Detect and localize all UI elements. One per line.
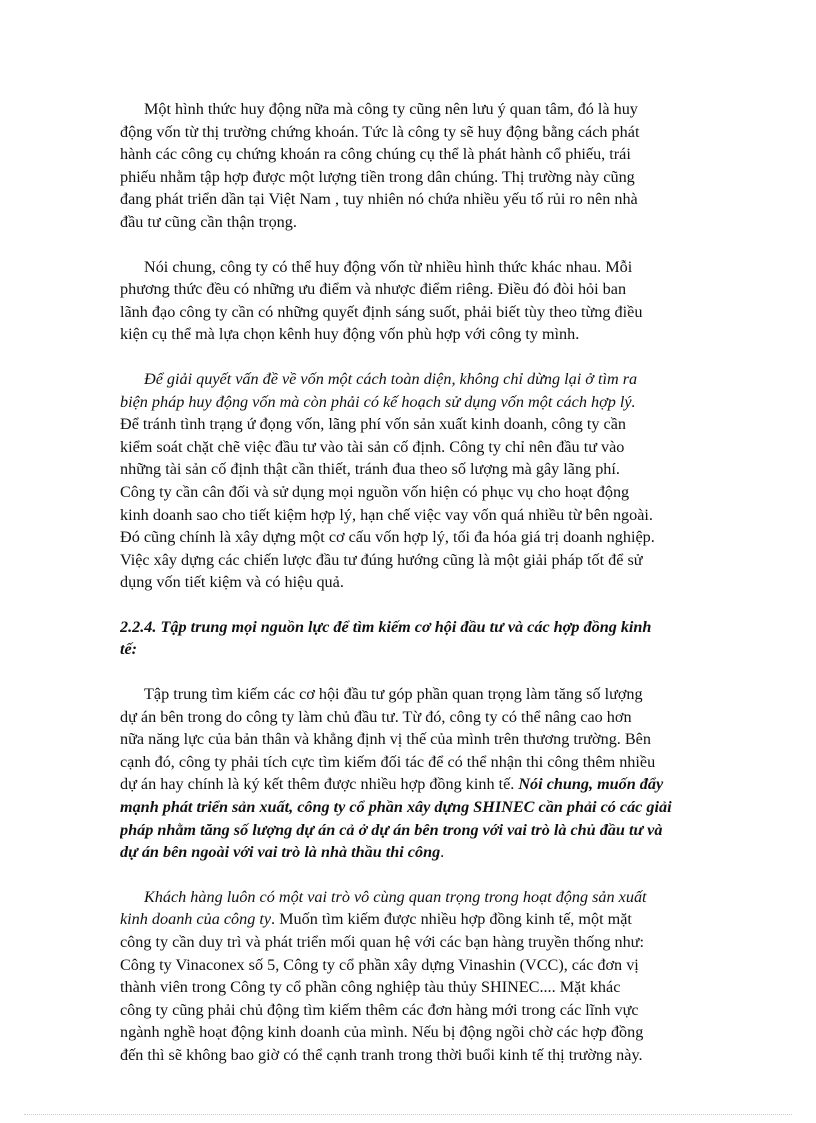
text-line: Một hình thức huy động nữa mà công ty cũng nên lưu ý quan tâm, đó là huy (144, 100, 638, 118)
text-line: đến thì sẽ không bao giờ có thể cạnh tranh trong thời buổi kinh tế thị trường này. (120, 1045, 643, 1064)
text-line: phiếu nhằm tập hợp được một lượng tiền trong dân chúng. Thị trường này cũng (120, 167, 635, 186)
text-line: Tập trung tìm kiếm các cơ hội đầu tư góp phần quan trọng làm tăng số lượng (144, 685, 643, 704)
text-line: Công ty Vinaconex số 5, Công ty cổ phần xây dựng Vinashin (VCC), các đơn vị (120, 955, 639, 974)
text-line: kiện cụ thể mà lựa chọn kênh huy động vốn phù hợp với công ty mình. (120, 325, 580, 344)
text-line: Khách hàng luôn có một vai trò vô cùng quan trọng trong hoạt động sản xuất (144, 887, 647, 906)
text-line: Đó cũng chính là xây dựng một cơ cấu vốn hợp lý, tối đa hóa giá trị doanh nghiệp. (120, 528, 655, 547)
text-line: Nói chung, công ty có thể huy động vốn từ nhiều hình thức khác nhau. Mỗi (144, 257, 633, 276)
text-line: lãnh đạo công ty cần có những quyết định sáng suốt, phải biết tùy theo từng điều (120, 302, 643, 321)
text-line: dự án bên trong do công ty làm chủ đầu tư. Từ đó, công ty có thể nâng cao hơn (120, 707, 632, 726)
text-line: công ty cần duy trì và phát triển mối quan hệ với các bạn hàng truyền thống như: (120, 933, 644, 951)
text-run: dự án hay chính là ký kết thêm được nhiều hợp đồng kinh tế. (120, 775, 519, 794)
text-line: những tài sản cố định thật cần thiết, tránh đua theo số lượng mà gây lãng phí. (120, 460, 620, 479)
page-bottom-divider (24, 1114, 792, 1115)
text-line: dụng vốn tiết kiệm và có hiệu quả. (120, 573, 344, 592)
document-page (120, 98, 702, 1089)
text-line: đầu tư cũng cần thận trọng. (120, 212, 297, 231)
paragraph-securities-mobilization (120, 98, 702, 234)
text-line: mạnh phát triển sản xuất, công ty cổ phần xây dựng SHINEC cần phải có các giải (120, 798, 672, 817)
text-line: thành viên trong Công ty cổ phần công nghiệp tàu thủy SHINEC.... Mặt khác (120, 978, 621, 997)
emphasis-run: Nói chung, muốn đẩy (518, 775, 664, 794)
text-line: nữa năng lực của bản thân và khẳng định vị thế của mình trên thương trường. Bên (120, 730, 651, 749)
text-line (120, 908, 702, 931)
text-line: công ty cũng phải chủ động tìm kiếm thêm các đơn hàng mới trong các lĩnh vực (120, 1000, 639, 1019)
text-line: pháp nhằm tăng số lượng dự án cả ở dự án bên trong với vai trò là chủ đầu tư và (120, 820, 663, 839)
emphasis-run: kinh doanh của công ty (120, 910, 272, 929)
text-line: phương thức đều có những ưu điểm và nhược điểm riêng. Điều đó đòi hỏi ban (120, 280, 627, 299)
paragraph-mobilization-summary (120, 256, 702, 346)
heading-line: 2.2.4. Tập trung mọi nguồn lực để tìm kiếm cơ hội đầu tư và các hợp đồng kinh (120, 617, 652, 636)
text-run: . (440, 843, 445, 862)
text-run: . Muốn tìm kiếm được nhiều hợp đồng kinh tế, một mặt (271, 910, 632, 929)
text-line: ngành nghề hoạt động kinh doanh của mình. Nếu bị động ngồi chờ các hợp đồng (120, 1023, 644, 1042)
text-line: cạnh đó, công ty phải tích cực tìm kiếm đối tác để có thể nhận thi công thêm nhiều (120, 752, 656, 771)
section-heading (120, 616, 702, 661)
text-line: Việc xây dựng các chiến lược đầu tư đúng hướng cũng là một giải pháp tốt để sử (120, 550, 643, 569)
text-line: Để tránh tình trạng ứ đọng vốn, lãng phí vốn sản xuất kinh doanh, công ty cần (120, 415, 626, 434)
heading-line: tế: (120, 640, 138, 659)
text-line: đang phát triển dần tại Việt Nam , tuy nhiên nó chứa nhiều yếu tố rủi ro nên nhà (120, 190, 638, 209)
text-line (120, 773, 702, 796)
emphasis-run: dự án bên ngoài với vai trò là nhà thầu thi công (120, 843, 441, 862)
text-line: Để giải quyết vấn đề về vốn một cách toàn diện, không chỉ dừng lại ở tìm ra (144, 369, 638, 388)
text-line (120, 841, 702, 864)
text-line: kinh doanh sao cho tiết kiệm hợp lý, hạn chế việc vay vốn quá nhiều từ bên ngoài. (120, 505, 653, 524)
text-line: biện pháp huy động vốn mà còn phải có kế hoạch sử dụng vốn một cách hợp lý. (120, 392, 636, 411)
text-line: hành các công cụ chứng khoán ra công chúng cụ thể là phát hành cổ phiếu, trái (120, 145, 631, 164)
text-line: Công ty cần cân đối và sử dụng mọi nguồn vốn hiện có phục vụ cho hoạt động (120, 482, 630, 501)
paragraph-capital-usage (120, 368, 702, 594)
paragraph-investment-opportunities (120, 683, 702, 864)
text-line: động vốn từ thị trường chứng khoán. Tức là công ty sẽ huy động bằng cách phát (120, 122, 640, 141)
paragraph-customers (120, 886, 702, 1067)
text-line: kiểm soát chặt chẽ việc đầu tư vào tài sản cố định. Công ty chỉ nên đầu tư vào (120, 437, 625, 456)
